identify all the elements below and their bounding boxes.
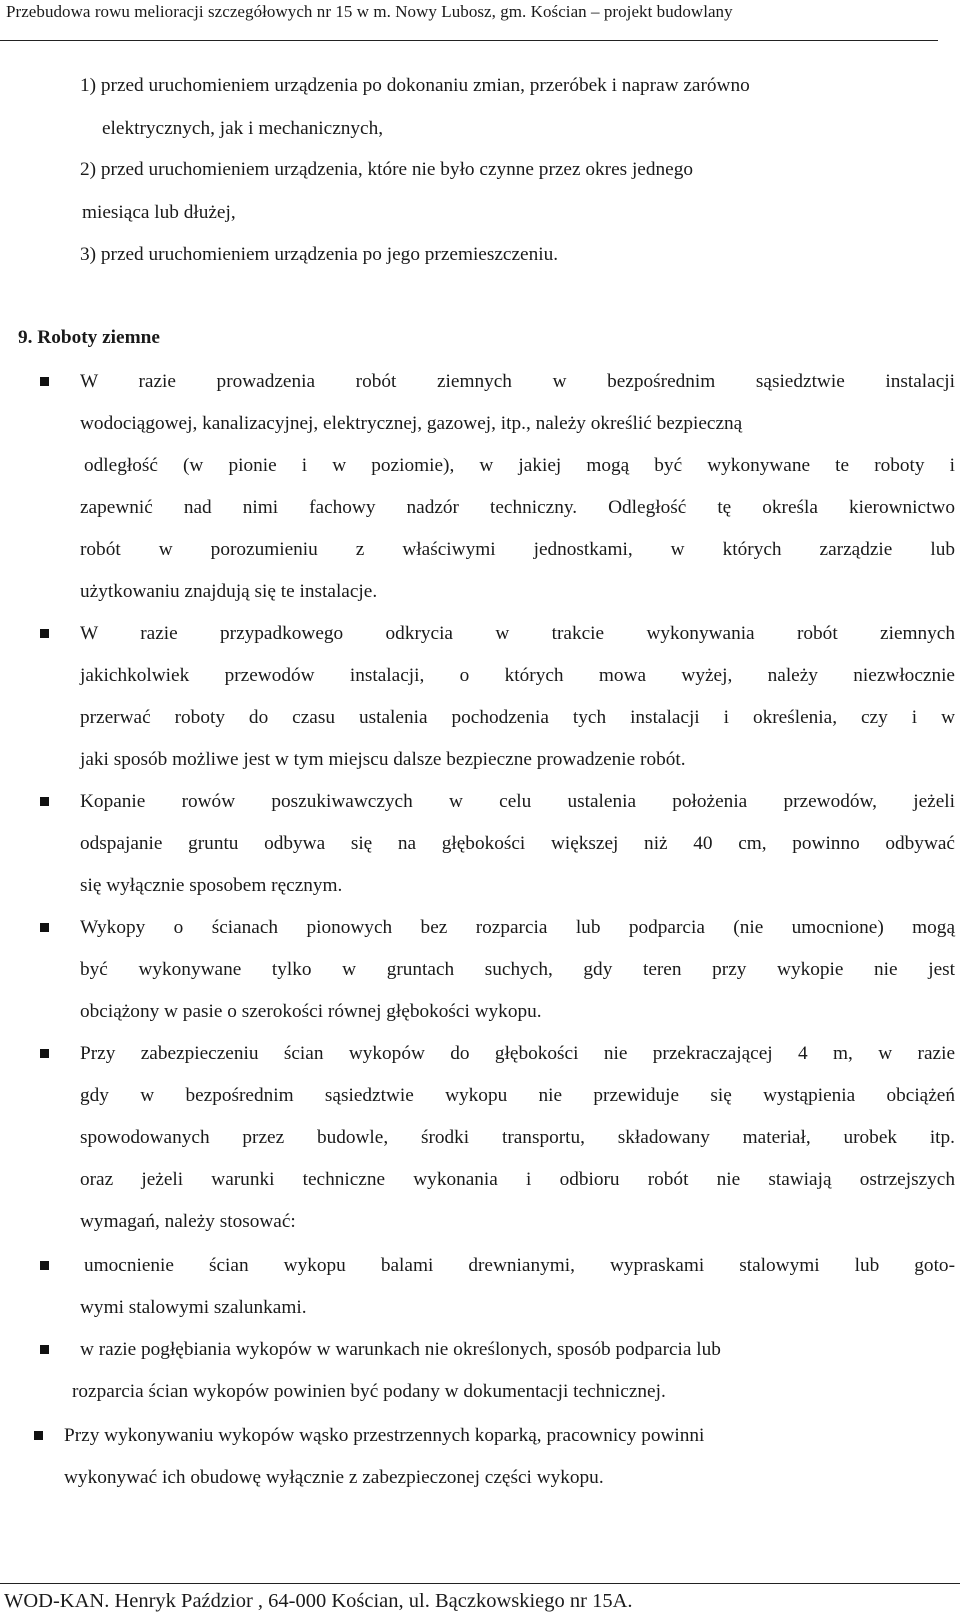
bullet-3-line-3: się wyłącznie sposobem ręcznym. xyxy=(80,875,343,896)
bullet-8-line-2: wykonywać ich obudowę wyłącznie z zabezpieczonej części wykopu. xyxy=(64,1467,604,1488)
numbered-item-2: 2) przed uruchomieniem urządzenia, które nie było czynne przez okres jednego xyxy=(80,159,693,180)
bullet-1-line-3: odległość (w pionie i w poziomie), w jakiej mogą być wykonywane te roboty i xyxy=(84,455,955,476)
bullet-7-line-2: rozparcia ścian wykopów powinien być podany w dokumentacji technicznej. xyxy=(72,1381,666,1402)
bullet-1-line-4: zapewnić nad nimi fachowy nadzór techniczny. Odległość tę określa kierownictwo xyxy=(80,497,955,518)
header-divider xyxy=(0,40,938,41)
bullet-marker xyxy=(34,1431,43,1440)
section-heading: 9. Roboty ziemne xyxy=(18,327,160,348)
footer-divider xyxy=(0,1583,960,1584)
bullet-7-line-1: w razie pogłębiania wykopów w warunkach nie określonych, sposób podparcia lub xyxy=(80,1339,721,1360)
bullet-8-line-1: Przy wykonywaniu wykopów wąsko przestrzennych koparką, pracownicy powinni xyxy=(64,1425,705,1446)
bullet-1-line-6: użytkowaniu znajdują się te instalacje. xyxy=(80,581,378,602)
bullet-2-line-4: jaki sposób możliwe jest w tym miejscu dalsze bezpieczne prowadzenie robót. xyxy=(80,749,686,770)
bullet-1-line-1: W razie prowadzenia robót ziemnych w bezpośrednim sąsiedztwie instalacji xyxy=(80,371,955,392)
bullet-2-line-2: jakichkolwiek przewodów instalacji, o których mowa wyżej, należy niezwłocznie xyxy=(80,665,955,686)
bullet-5-line-5: wymagań, należy stosować: xyxy=(80,1211,296,1232)
bullet-5-line-4: oraz jeżeli warunki techniczne wykonania i odbioru robót nie stawiają ostrzejszych xyxy=(80,1169,955,1190)
bullet-4-line-3: obciążony w pasie o szerokości równej głębokości wykopu. xyxy=(80,1001,542,1022)
numbered-item-2-cont: miesiąca lub dłużej, xyxy=(82,202,236,223)
bullet-marker xyxy=(40,1261,49,1270)
bullet-6-line-2: wymi stalowymi szalunkami. xyxy=(80,1297,307,1318)
bullet-2-line-3: przerwać roboty do czasu ustalenia pochodzenia tych instalacji i określenia, czy i w xyxy=(80,707,955,728)
numbered-item-3: 3) przed uruchomieniem urządzenia po jego przemieszczeniu. xyxy=(80,244,559,265)
bullet-5-line-1: Przy zabezpieczeniu ścian wykopów do głębokości nie przekraczającej 4 m, w razie xyxy=(80,1043,955,1064)
bullet-1-line-2: wodociągowej, kanalizacyjnej, elektrycznej, gazowej, itp., należy określić bezpieczną xyxy=(80,413,743,434)
bullet-5-line-3: spowodowanych przez budowle, środki transportu, składowany materiał, urobek itp. xyxy=(80,1127,955,1148)
bullet-4-line-2: być wykonywane tylko w gruntach suchych, gdy teren przy wykopie nie jest xyxy=(80,959,955,980)
bullet-marker xyxy=(40,923,49,932)
running-footer: WOD-KAN. Henryk Paździor , 64-000 Kościan, ul. Bączkowskiego nr 15A. xyxy=(4,1590,633,1612)
bullet-marker xyxy=(40,377,49,386)
bullet-marker xyxy=(40,797,49,806)
bullet-marker xyxy=(40,1049,49,1058)
bullet-3-line-2: odspajanie gruntu odbywa się na głębokości większej niż 40 cm, powinno odbywać xyxy=(80,833,955,854)
bullet-marker xyxy=(40,629,49,638)
bullet-2-line-1: W razie przypadkowego odkrycia w trakcie wykonywania robót ziemnych xyxy=(80,623,955,644)
numbered-item-1: 1) przed uruchomieniem urządzenia po dokonaniu zmian, przeróbek i napraw zarówno xyxy=(80,75,750,96)
bullet-3-line-1: Kopanie rowów poszukiwawczych w celu ustalenia położenia przewodów, jeżeli xyxy=(80,791,955,812)
bullet-5-line-2: gdy w bezpośrednim sąsiedztwie wykopu nie przewiduje się wystąpienia obciążeń xyxy=(80,1085,955,1106)
bullet-marker xyxy=(40,1345,49,1354)
bullet-4-line-1: Wykopy o ścianach pionowych bez rozparcia lub podparcia (nie umocnione) mogą xyxy=(80,917,955,938)
running-header: Przebudowa rowu melioracji szczegółowych nr 15 w m. Nowy Lubosz, gm. Kościan – projekt budowlany xyxy=(6,2,733,21)
bullet-1-line-5: robót w porozumieniu z właściwymi jednostkami, w których zarządzie lub xyxy=(80,539,955,560)
numbered-item-1-cont: elektrycznych, jak i mechanicznych, xyxy=(102,118,384,139)
bullet-6-line-1: umocnienie ścian wykopu balami drewnianymi, wypraskami stalowymi lub goto- xyxy=(84,1255,955,1276)
